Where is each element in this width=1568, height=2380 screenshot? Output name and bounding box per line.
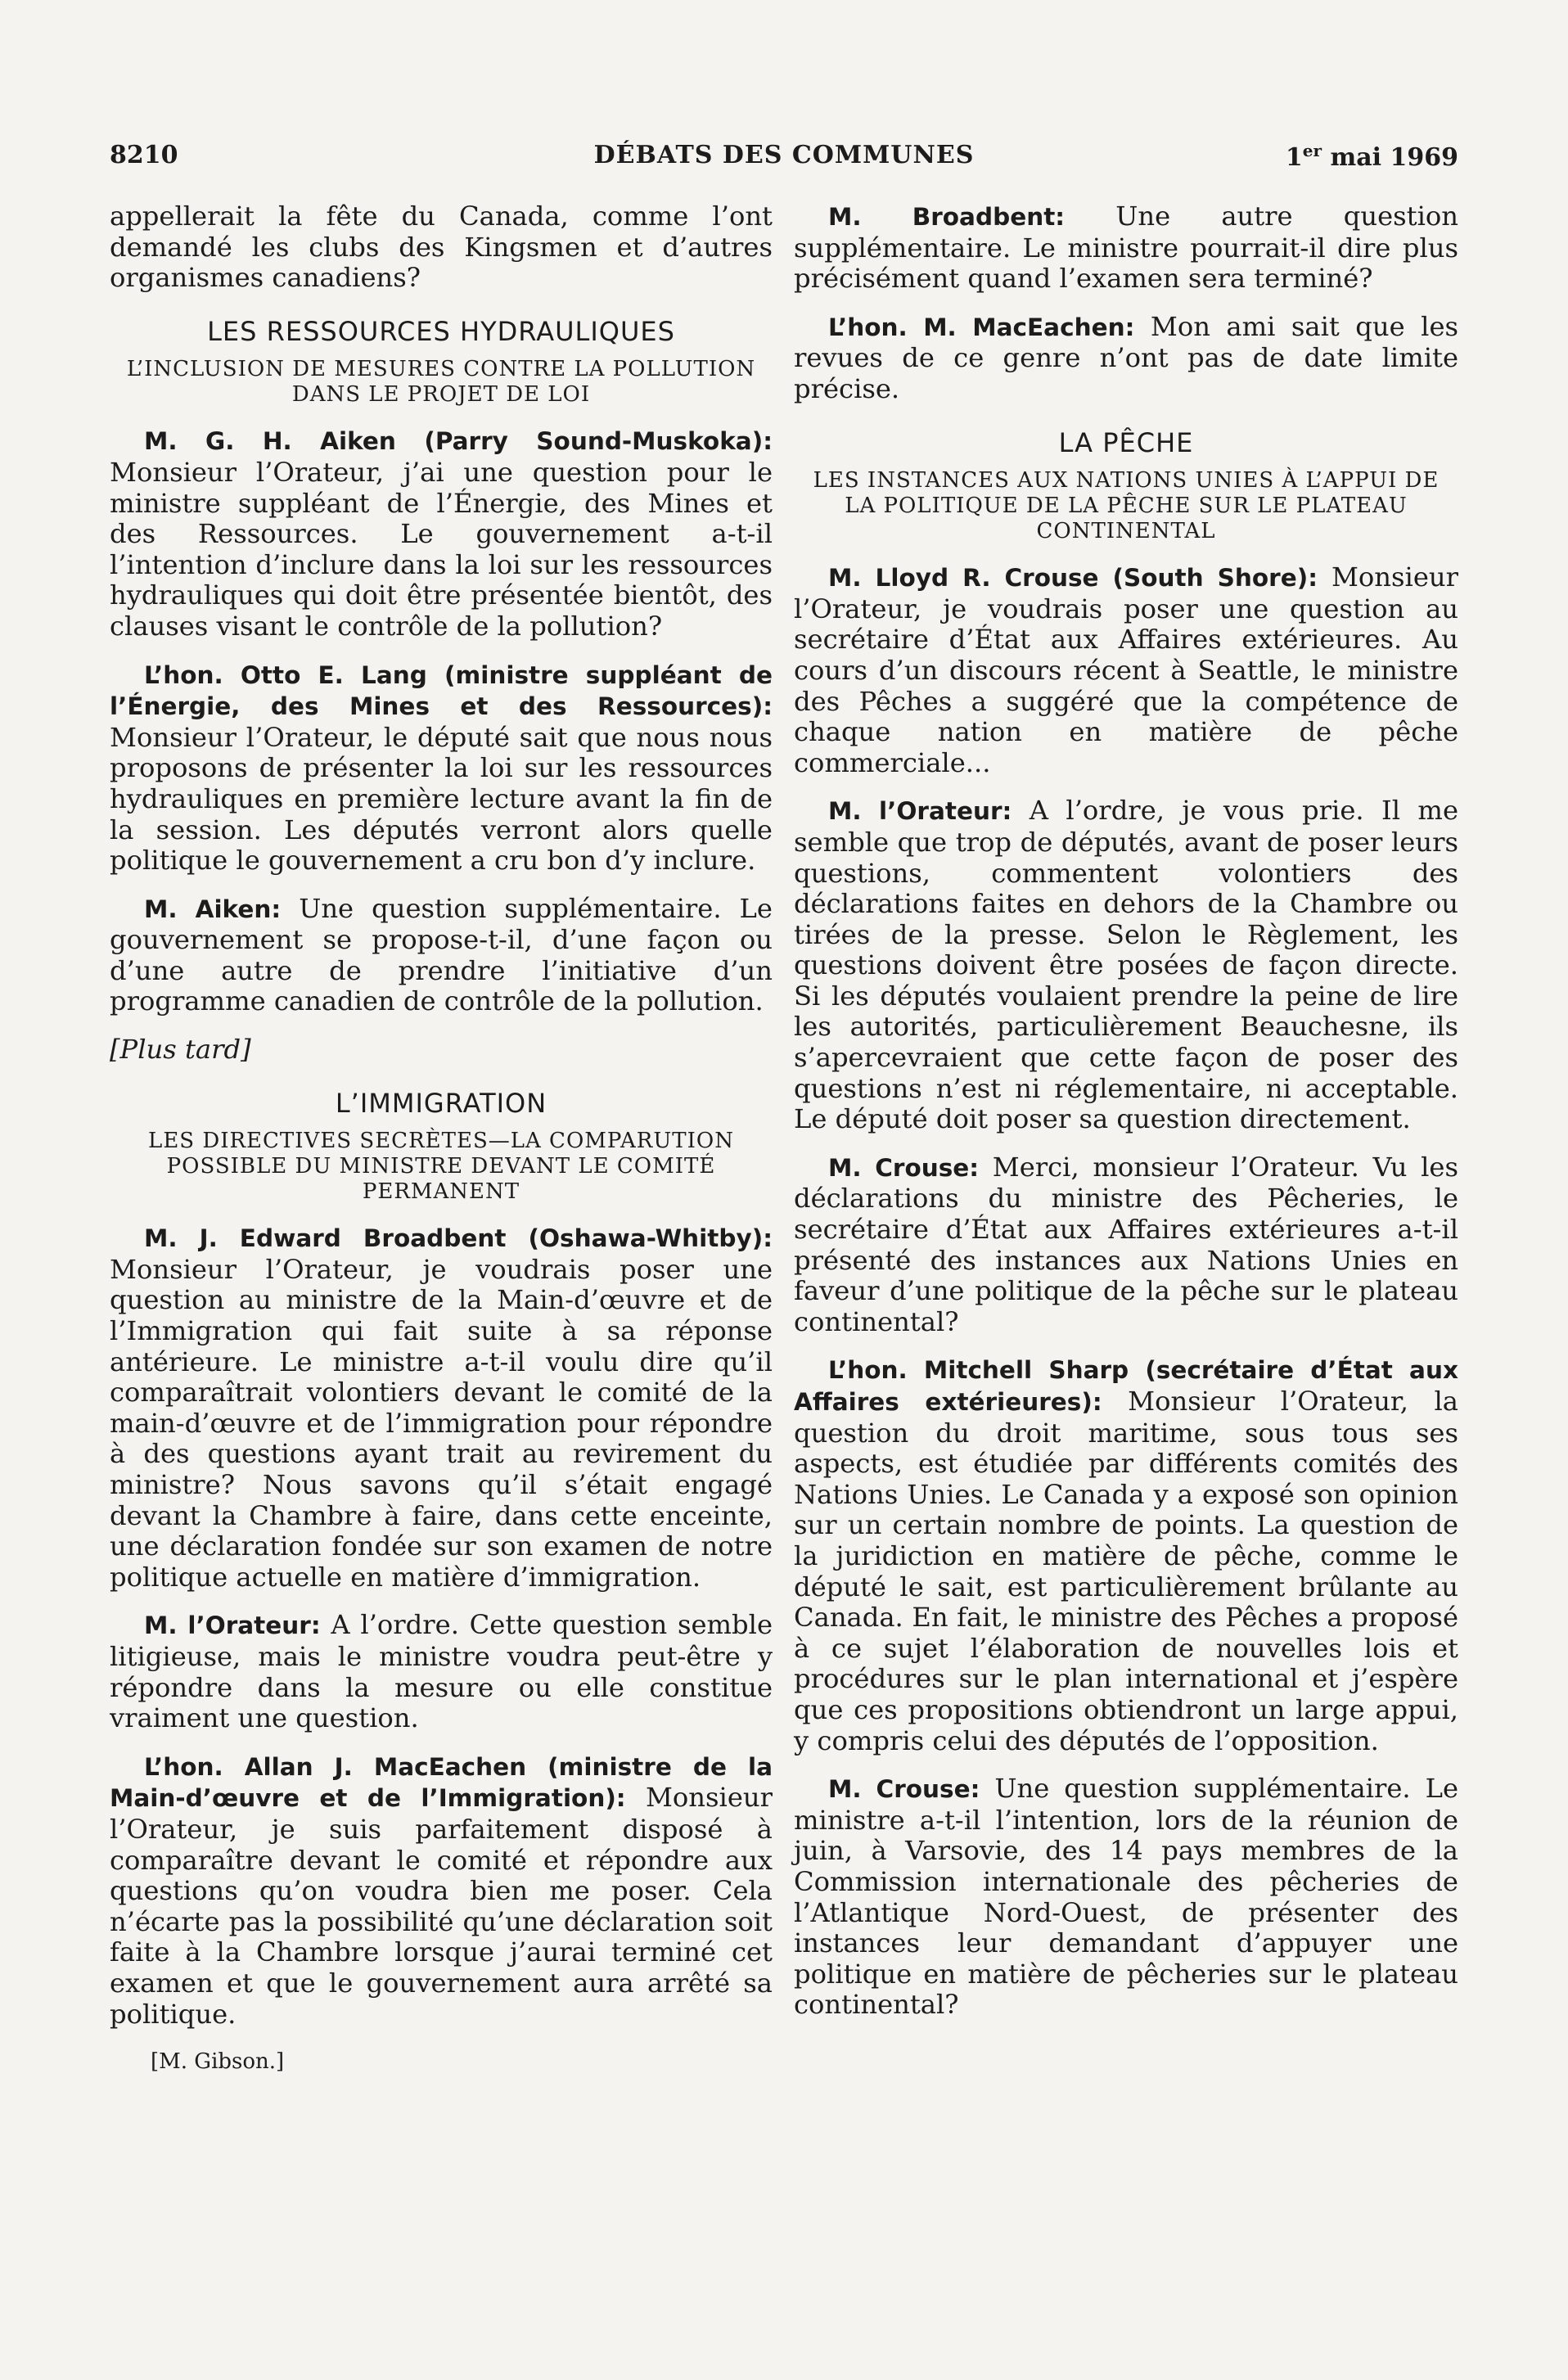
speech-text: Monsieur l’Orateur, je voudrais poser une question au ministre de la Main-d’œuvre et de l’Immigration qui fait suite à sa réponse antérieure. Le ministre a-t-il voulu dire qu’il comparaîtrait volontiers devant le comité de la main-d’œuvre et de l’immigration pour répondre à des questions ayant trait au revirement du ministre? Nous savons qu’il s’était engagé devant la Chambre à faire, dans cette enceinte, une déclaration fondée sur son examen de notre politique actuelle en matière d’immigration.	[110, 1253, 773, 1593]
speech-aiken	[110, 426, 773, 642]
section-title-fisheries: LA PÊCHE	[1058, 426, 1194, 458]
speech-text: Une question supplémentaire. Le gouvernement se propose-t-il, d’une façon ou d’une autre de prendre l’initiative d’un programme canadien de contrôle de la pollution.	[110, 892, 773, 1017]
speech-text: Mon ami sait que les revues de ce genre n’ont pas de date limite précise.	[794, 310, 1459, 404]
speech-text: Une question supplémentaire. Le ministre a-t-il l’intention, lors de la réunion de juin, à Varsovie, des 14 pays membres de la Commission internationale des pêcheries de l’Atlantique Nord-Ouest, de présenter des instances leur demandant d’appuyer une politique en matière de pêcheries sur le plateau continental?	[794, 1773, 1459, 2021]
speaker-name: M. G. H. Aiken (Parry Sound-Muskoka):	[144, 427, 773, 456]
speech-speaker-order	[794, 796, 1458, 1135]
speaker-name: M. Broadbent:	[828, 203, 1066, 231]
speaker-name: M. J. Edward Broadbent (Oshawa-Whitby):	[144, 1224, 773, 1253]
issue-date-month-year: mai 1969	[1330, 143, 1458, 172]
speech-broadbent-supplementary	[794, 201, 1458, 295]
speech-crouse-followup	[794, 1152, 1458, 1338]
speech-crouse	[794, 562, 1458, 778]
speech-text: Monsieur l’Orateur, je suis parfaitement disposé à comparaître devant le comité et répondre aux questions qu’on voudra bien me poser. Cela n’écarte pas la possibilité qu’une déclaration soit faite à la Chambre lorsque j’aurai terminé cet examen et que le gouvernement aura arrêté sa politique.	[110, 1782, 773, 2030]
issue-date	[1286, 141, 1458, 172]
speech-maceachen-reply	[794, 312, 1458, 405]
speech-sharp	[794, 1355, 1458, 1756]
speech-lang	[110, 660, 773, 877]
speaker-name: M. Crouse:	[828, 1775, 980, 1804]
subsection-title-secret-directives: LES DIRECTIVES SECRÈTES—LA COMPARUTION POSSIBLE DU MINISTRE DEVANT LE COMITÉ PERMANENT	[148, 1129, 734, 1205]
right-column	[794, 201, 1458, 2038]
speaker-name: L’hon. M. MacEachen:	[828, 313, 1135, 341]
speaker-name: L’hon. Otto E. Lang (ministre suppléant de l’Énergie, des Mines et des Ressources):	[110, 660, 773, 721]
later-marker: [Plus tard]	[110, 1034, 251, 1066]
issue-date-ordinal-suffix: er	[1302, 141, 1322, 160]
speech-text: Monsieur l’Orateur, je voudrais poser une question au secrétaire d’État aux Affaires extérieures. Au cours d’un discours récent à Seattle, le ministre des Pêches a suggéré que la compétence de chaque nation en matière de pêche commerciale...	[794, 561, 1458, 778]
speech-text: Une autre question supplémentaire. Le ministre pourrait-il dire plus précisément quand l’examen sera terminé?	[794, 201, 1458, 295]
speech-text: Monsieur l’Orateur, la question du droit maritime, sous tous ses aspects, est étudiée par différents comités des Nations Unies. Le Canada y a exposé son opinion sur un certain nombre de points. La question de la juridiction en matière de pêche, comme le député le sait, est particulièrement brûlante au Canada. En fait, le ministre des Pêches a proposé à ce sujet l’élaboration de nouvelles lois et procédures sur le plan international et j’espère que ces propositions obtiendront un large appui, y compris celui des députés de l’opposition.	[794, 1386, 1459, 1756]
left-column	[110, 201, 773, 2078]
speaker-name: M. Aiken:	[144, 895, 282, 923]
speech-text: Merci, monsieur l’Orateur. Vu les déclarations du ministre des Pêcheries, le secrétaire d’État aux Affaires extérieures a-t-il présenté des instances aux Nations Unies en faveur d’une politique de la pêche sur le plateau continental?	[794, 1151, 1458, 1337]
page-number: 8210	[110, 141, 178, 169]
speech-speaker	[110, 1610, 773, 1733]
speech-text: Monsieur l’Orateur, j’ai une question pour le ministre suppléant de l’Énergie, des Mines et des Ressources. Le gouvernement a-t-il l’intention d’inclure dans la loi sur les ressources hydrauliques qui doit être présentée bientôt, des clauses visant le contrôle de la pollution?	[110, 456, 773, 642]
speech-text: A l’ordre, je vous prie. Il me semble que trop de députés, avant de poser leurs questions, commentent volontiers des déclarations faites en dehors de la Chambre ou tirées de la presse. Selon le Règlement, les questions doivent être posées de façon directe. Si les députés voulaient prendre la peine de lire les autorités, particulièrement Beauchesne, ils s’apercevraient que cette façon de poser des questions n’est ni réglementaire, ni acceptable. Le député doit poser sa question directement.	[794, 795, 1459, 1135]
subsection-title-un-representations: LES INSTANCES AUX NATIONS UNIES À L’APPUI DE LA POLITIQUE DE LA PÊCHE SUR LE PLATEAU CONTINENTAL	[813, 468, 1440, 544]
section-title-water-resources: LES RESSOURCES HYDRAULIQUES	[207, 315, 675, 347]
speaker-name: M. Lloyd R. Crouse (South Shore):	[828, 564, 1318, 593]
speaker-footnote: [M. Gibson.]	[151, 2049, 285, 2075]
speech-text: Monsieur l’Orateur, le député sait que nous nous proposons de présenter la loi sur les ressources hydrauliques en première lecture avant la fin de la session. Les députés verront alors quelle politique le gouvernement a cru bon d’y inclure.	[110, 721, 773, 877]
speech-aiken-supplementary	[110, 894, 773, 1017]
speaker-name: L’hon. Allan J. MacEachen (ministre de la Main-d’œuvre et de l’Immigration):	[110, 1752, 773, 1813]
speaker-name: L’hon. Mitchell Sharp (secrétaire d’État aux Affaires extérieures):	[794, 1356, 1458, 1416]
speaker-name: M. l’Orateur:	[144, 1611, 321, 1640]
speaker-name: M. Crouse:	[828, 1153, 980, 1182]
journal-title: DÉBATS DES COMMUNES	[593, 141, 975, 169]
issue-date-day: 1	[1285, 143, 1303, 172]
subsection-title-pollution: L’INCLUSION DE MESURES CONTRE LA POLLUTION DANS LE PROJET DE LOI	[126, 357, 756, 408]
speech-maceachen	[110, 1751, 773, 2030]
speech-crouse-supplementary	[794, 1774, 1458, 2021]
running-header	[110, 141, 1458, 177]
section-title-immigration: L’IMMIGRATION	[335, 1087, 547, 1119]
speech-text: A l’ordre. Cette question semble litigieuse, mais le ministre voudra peut-être y répondre dans la mesure ou elle constitue vraiment une question.	[110, 1609, 773, 1734]
speaker-name: M. l’Orateur:	[828, 797, 1012, 826]
continued-paragraph: appellerait la fête du Canada, comme l’ont demandé les clubs des Kingsmen et d’autres organismes canadiens?	[110, 201, 773, 294]
speech-broadbent	[110, 1223, 773, 1593]
